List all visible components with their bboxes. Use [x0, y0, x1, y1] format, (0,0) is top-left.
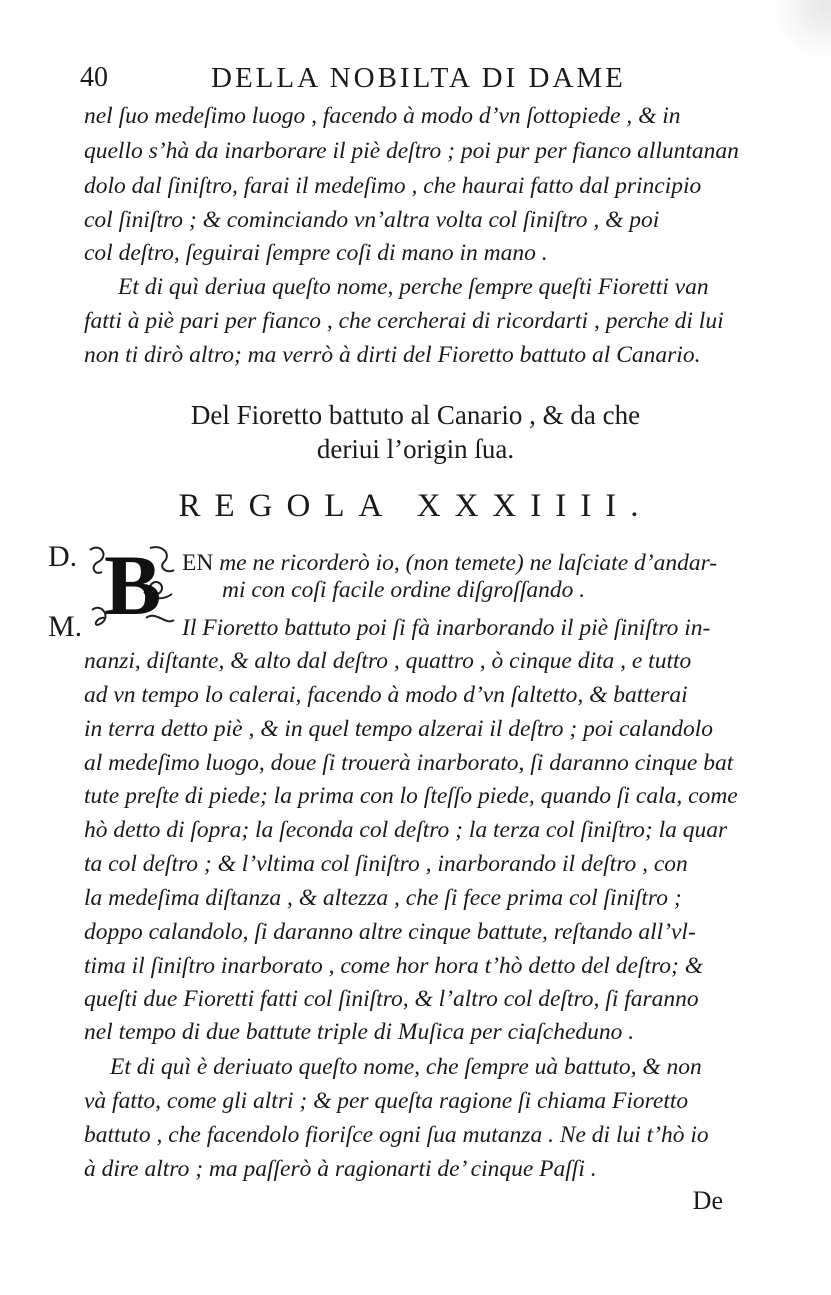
speaker-m-label: M.	[48, 610, 83, 643]
text-line: doppo calandolo, ſi daranno altre cinque battute, reſtando all’vl-	[84, 919, 696, 945]
dialogue-caps: EN	[182, 550, 214, 576]
text-line: non ti dirò altro; ma verrò à dirti del Fioretto battuto al Canario.	[84, 342, 701, 368]
text-line: dolo dal ſiniſtro, farai il medeſimo , che haurai fatto dal principio	[84, 173, 702, 199]
text-line: battuto , che facendolo fioriſce ogni ſua mutanza . Ne di lui t’hò io	[84, 1122, 709, 1148]
text-line: và fatto, come gli altri ; & per queſta ragione ſi chiama Fioretto	[84, 1088, 689, 1114]
text-line: ad vn tempo lo calerai, facendo à modo d’vn ſaltetto, & batterai	[84, 682, 688, 708]
text-line: in terra detto piè , & in quel tempo alzerai il deſtro ; poi calandolo	[84, 716, 713, 742]
text-line: ta col deſtro ; & l’vltima col ſiniſtro , inarborando il deſtro , con	[84, 851, 688, 877]
running-title: DELLA NOBILTA DI DAME	[211, 62, 626, 94]
dropcap-letter: B	[104, 537, 162, 633]
text-line: Et di quì deriua queſto nome, perche ſempre queſti Fioretti van	[118, 274, 709, 300]
text-line: nel ſuo medeſimo luogo , facendo à modo d’vn ſottopiede , & in	[84, 103, 681, 129]
dialogue-line-m1: Il Fioretto battuto poi ſi fà inarborando il piè ſiniſtro in-	[182, 615, 711, 641]
text-line: nanzi, diſtante, & alto dal deſtro , quattro , ò cinque dita , e tutto	[84, 648, 692, 674]
page-header	[80, 62, 700, 96]
text-line: al medeſimo luogo, doue ſi trouerà inarborato, ſi daranno cinque bat	[84, 750, 734, 776]
text-line: fatti à piè pari per fianco , che cercherai di ricordarti , perche di lui	[84, 308, 724, 334]
text-line: col ſiniſtro ; & cominciando vn’altra volta col ſiniſtro , & poi	[84, 207, 660, 233]
text-line: queſti due Fioretti fatti col ſiniſtro, & l’altro col deſtro, ſi faranno	[84, 986, 699, 1012]
text-line: hò detto di ſopra; la ſeconda col deſtro ; la terza col ſiniſtro; la quar	[84, 817, 728, 843]
section-heading-line2: deriui l’origin ſua.	[316, 434, 515, 464]
text-line: tima il ſiniſtro inarborato , come hor hora t’hò detto del deſtro; &	[84, 953, 704, 979]
dialogue-text: me ne ricorderò io, (non temete) ne laſciate d’andar-	[219, 550, 718, 576]
dialogue-line-d1	[182, 548, 782, 578]
ornamental-dropcap	[86, 537, 178, 633]
page-edge-shading	[771, 0, 831, 60]
text-line: col deſtro, ſeguirai ſempre coſi di mano in mano .	[84, 240, 548, 266]
regola-title: REGOLA XXXIIII.	[178, 488, 653, 524]
text-line: à dire altro ; ma paſſerò à ragionarti de’ cinque Paſſi .	[84, 1156, 597, 1182]
speaker-d-label: D.	[48, 540, 78, 573]
text-line: quello s’hà da inarborare il piè deſtro ; poi pur per fianco alluntanan	[84, 138, 739, 164]
text-line: Et di quì è deriuato queſto nome, che ſempre uà battuto, & non	[110, 1054, 702, 1080]
text-line: la medeſima diſtanza , & altezza , che ſi fece prima col ſiniſtro ;	[84, 885, 682, 911]
page-number: 40	[80, 62, 108, 93]
catchword: De	[692, 1186, 723, 1215]
dialogue-line-d2: mi con coſi facile ordine diſgroſſando .	[222, 577, 586, 603]
text-line: nel tempo di due battute triple di Muſica per ciaſcheduno .	[84, 1019, 635, 1045]
section-heading-line1: Del Fioretto battuto al Canario , & da che	[190, 400, 641, 430]
text-line: tute preſte di piede; la prima con lo ſteſſo piede, quando ſi cala, come	[84, 783, 738, 809]
